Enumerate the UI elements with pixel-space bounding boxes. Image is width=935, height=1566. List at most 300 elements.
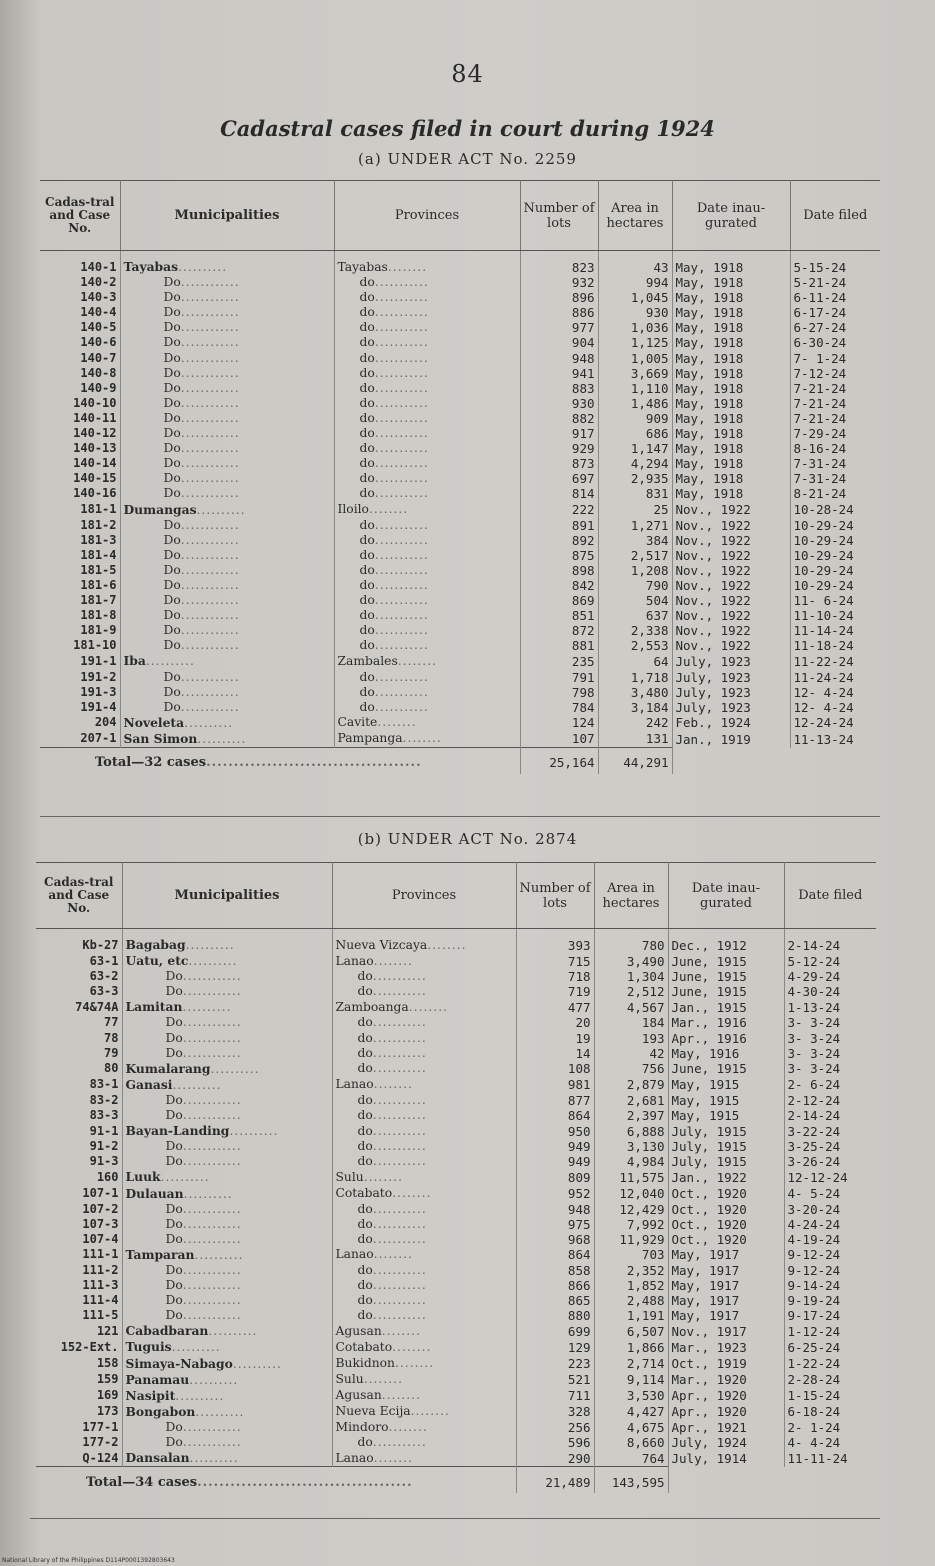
municipality: Do bbox=[163, 486, 181, 501]
section-a-table bbox=[40, 180, 880, 774]
number-of-lots: 952 bbox=[516, 1186, 594, 1202]
leader-dots: ........... bbox=[372, 1262, 427, 1277]
number-of-lots: 718 bbox=[516, 969, 594, 984]
table-row bbox=[36, 1263, 876, 1278]
area-hectares: 831 bbox=[598, 486, 672, 501]
province-cell bbox=[332, 1169, 516, 1185]
province: do bbox=[357, 969, 373, 984]
case-number: 181-1 bbox=[40, 502, 120, 518]
municipality: Do bbox=[163, 577, 181, 592]
number-of-lots: 932 bbox=[520, 275, 598, 290]
leader-dots: ........... bbox=[374, 669, 429, 684]
province: Lanao bbox=[335, 1247, 374, 1262]
municipality-cell bbox=[122, 1372, 332, 1388]
table-row bbox=[36, 1093, 876, 1108]
leader-dots: ....................................... bbox=[197, 1474, 413, 1490]
area-hectares: 1,147 bbox=[598, 441, 672, 456]
province: do bbox=[359, 562, 375, 577]
province: do bbox=[359, 517, 375, 532]
province: do bbox=[359, 684, 375, 699]
area-hectares: 1,486 bbox=[598, 396, 672, 411]
date-inaugurated: May, 1917 bbox=[668, 1293, 784, 1308]
date-filed: 2-12-24 bbox=[787, 1092, 841, 1108]
leader-dots: ........... bbox=[374, 471, 429, 486]
number-of-lots: 697 bbox=[520, 471, 598, 486]
date-inaugurated: May, 1916 bbox=[668, 1046, 784, 1061]
date-filed: 11-14-24 bbox=[793, 623, 854, 639]
date-inaugurated: Oct., 1920 bbox=[668, 1186, 784, 1202]
leader-dots: ........... bbox=[372, 1308, 427, 1323]
province: do bbox=[359, 275, 375, 290]
province: do bbox=[357, 1061, 373, 1076]
province-cell bbox=[332, 1154, 516, 1169]
province-cell bbox=[334, 563, 520, 578]
leader-dots: ........ bbox=[368, 502, 409, 516]
table-row bbox=[40, 502, 880, 518]
municipality-cell bbox=[122, 1263, 332, 1278]
date-inaugurated: May, 1917 bbox=[668, 1263, 784, 1278]
leader-dots: ........... bbox=[374, 456, 429, 471]
number-of-lots: 948 bbox=[520, 351, 598, 366]
number-of-lots: 328 bbox=[516, 1404, 594, 1420]
date-filed: 2-14-24 bbox=[787, 937, 841, 953]
date-inaugurated: July, 1915 bbox=[668, 1123, 784, 1139]
municipality: Do bbox=[163, 335, 181, 350]
municipality-cell bbox=[120, 563, 334, 578]
leader-dots: ........... bbox=[372, 1293, 427, 1308]
header-date-filed: Date filed bbox=[784, 863, 876, 929]
leader-dots: ............ bbox=[180, 426, 240, 441]
municipality-cell bbox=[122, 1077, 332, 1093]
date-filed: 9-12-24 bbox=[787, 1247, 841, 1263]
number-of-lots: 948 bbox=[516, 1202, 594, 1217]
municipality-cell bbox=[122, 1031, 332, 1046]
area-hectares: 637 bbox=[598, 608, 672, 623]
leader-dots: .......... bbox=[172, 1077, 222, 1092]
table-row bbox=[36, 1031, 876, 1046]
date-inaugurated: May, 1918 bbox=[672, 396, 790, 411]
date-inaugurated: Nov., 1922 bbox=[672, 608, 790, 623]
leader-dots: ............ bbox=[182, 1419, 242, 1434]
municipality-cell bbox=[120, 638, 334, 653]
date-filed: 11-24-24 bbox=[793, 669, 854, 685]
case-number: 181-5 bbox=[40, 563, 120, 578]
leader-dots: ............ bbox=[180, 486, 240, 501]
municipality-cell bbox=[120, 593, 334, 608]
case-number: 121 bbox=[36, 1323, 122, 1339]
province-cell bbox=[334, 320, 520, 335]
province-cell bbox=[334, 441, 520, 456]
province: do bbox=[359, 380, 375, 395]
municipality-cell bbox=[120, 335, 334, 350]
date-inaugurated: Dec., 1912 bbox=[668, 929, 784, 954]
table-row bbox=[36, 1169, 876, 1185]
case-number: 140-4 bbox=[40, 305, 120, 320]
municipality: San Simon bbox=[123, 730, 198, 746]
municipality-cell bbox=[122, 1061, 332, 1077]
number-of-lots: 949 bbox=[516, 1154, 594, 1169]
table-row bbox=[40, 320, 880, 335]
municipality: Do bbox=[165, 1139, 183, 1154]
municipality-cell bbox=[120, 578, 334, 593]
province: do bbox=[359, 395, 375, 410]
province: Mindoro bbox=[335, 1419, 389, 1434]
municipality: Do bbox=[163, 669, 181, 684]
province: Lanao bbox=[335, 1450, 374, 1465]
table-row bbox=[40, 608, 880, 623]
municipality-cell bbox=[120, 533, 334, 548]
table-row bbox=[40, 653, 880, 669]
leader-dots: ........ bbox=[392, 1339, 432, 1354]
leader-dots: ............ bbox=[182, 1139, 242, 1154]
province: Zamboanga bbox=[335, 999, 409, 1014]
area-hectares: 11,575 bbox=[594, 1169, 668, 1185]
leader-dots: ........ bbox=[377, 715, 417, 730]
municipality-cell bbox=[120, 305, 334, 320]
date-inaugurated: May, 1915 bbox=[668, 1108, 784, 1123]
leader-dots: ........... bbox=[374, 350, 429, 365]
number-of-lots: 596 bbox=[516, 1435, 594, 1450]
case-number: 158 bbox=[36, 1356, 122, 1372]
header-date-filed: Date filed bbox=[790, 181, 880, 251]
province: do bbox=[359, 456, 375, 471]
date-filed: 11-11-24 bbox=[787, 1450, 848, 1466]
section-a-heading: (a) UNDER ACT No. 2259 bbox=[358, 150, 577, 168]
province-cell bbox=[332, 1077, 516, 1093]
municipality: Do bbox=[165, 1231, 183, 1246]
case-number: 181-6 bbox=[40, 578, 120, 593]
municipality: Panamau bbox=[125, 1371, 190, 1387]
total-label: Total—34 cases bbox=[86, 1474, 198, 1490]
date-filed: 3- 3-24 bbox=[787, 1015, 841, 1031]
leader-dots: ........... bbox=[374, 532, 429, 547]
leader-dots: ........ bbox=[381, 1323, 422, 1338]
number-of-lots: 290 bbox=[516, 1450, 594, 1467]
number-of-lots: 124 bbox=[520, 715, 598, 731]
table-row bbox=[40, 426, 880, 441]
case-number: 204 bbox=[40, 715, 120, 731]
case-number: 140-16 bbox=[40, 486, 120, 501]
province: Lanao bbox=[335, 1077, 374, 1092]
leader-dots: ............ bbox=[180, 562, 240, 577]
province-cell bbox=[334, 533, 520, 548]
province: Agusan bbox=[335, 1388, 382, 1403]
date-inaugurated: May, 1918 bbox=[672, 381, 790, 396]
municipality: Tuguis bbox=[125, 1339, 172, 1355]
date-inaugurated: May, 1918 bbox=[672, 251, 790, 276]
municipality: Cabadbaran bbox=[125, 1323, 209, 1339]
case-number: 181-7 bbox=[40, 593, 120, 608]
area-hectares: 6,888 bbox=[594, 1123, 668, 1139]
header-area: Area in hectares bbox=[598, 181, 672, 251]
date-filed: 7-31-24 bbox=[793, 471, 847, 487]
leader-dots: ............ bbox=[180, 441, 240, 456]
case-number: 83-1 bbox=[36, 1077, 122, 1093]
number-of-lots: 904 bbox=[520, 335, 598, 350]
municipality: Do bbox=[165, 1435, 183, 1449]
leader-dots: ........... bbox=[374, 426, 429, 441]
case-number: 63-2 bbox=[36, 969, 122, 984]
area-hectares: 2,352 bbox=[594, 1263, 668, 1278]
date-filed: 10-29-24 bbox=[793, 517, 854, 533]
area-hectares: 1,005 bbox=[598, 351, 672, 366]
date-filed: 12-12-24 bbox=[787, 1169, 848, 1185]
province-cell bbox=[332, 1015, 516, 1030]
case-number: 140-12 bbox=[40, 426, 120, 441]
date-inaugurated: Nov., 1922 bbox=[672, 623, 790, 638]
header-case-no: Cadas-tral and Case No. bbox=[36, 863, 122, 929]
area-hectares: 764 bbox=[594, 1450, 668, 1467]
date-inaugurated: July, 1923 bbox=[672, 700, 790, 715]
municipality-cell bbox=[120, 351, 334, 366]
municipality-cell bbox=[120, 518, 334, 533]
number-of-lots: 886 bbox=[520, 305, 598, 320]
municipality-cell bbox=[122, 1186, 332, 1202]
municipality-cell bbox=[120, 411, 334, 426]
area-hectares: 2,935 bbox=[598, 471, 672, 486]
number-of-lots: 866 bbox=[516, 1278, 594, 1293]
municipality: Do bbox=[163, 305, 181, 320]
leader-dots: ........ bbox=[410, 1404, 450, 1419]
number-of-lots: 842 bbox=[520, 578, 598, 593]
leader-dots: .......... bbox=[229, 1124, 279, 1139]
table-row bbox=[40, 305, 880, 320]
province: Zambales bbox=[337, 653, 398, 668]
date-inaugurated: Apr., 1920 bbox=[668, 1404, 784, 1420]
date-inaugurated: July, 1924 bbox=[668, 1435, 784, 1450]
area-hectares: 1,304 bbox=[594, 969, 668, 984]
area-hectares: 4,984 bbox=[594, 1154, 668, 1169]
municipality-cell bbox=[120, 731, 334, 748]
area-hectares: 193 bbox=[594, 1031, 668, 1046]
province-cell bbox=[332, 1323, 516, 1339]
date-inaugurated: Oct., 1920 bbox=[668, 1217, 784, 1232]
case-number: Kb-27 bbox=[36, 929, 122, 954]
table-row bbox=[36, 1123, 876, 1139]
province: do bbox=[357, 984, 373, 999]
province: do bbox=[357, 1201, 373, 1216]
table-row bbox=[40, 700, 880, 715]
leader-dots: .......... bbox=[145, 654, 195, 669]
leader-dots: ........... bbox=[372, 1231, 427, 1246]
date-inaugurated: Jan., 1922 bbox=[668, 1169, 784, 1185]
header-date-inaugurated: Date inau-gurated bbox=[668, 863, 784, 929]
date-inaugurated: Apr., 1921 bbox=[668, 1420, 784, 1435]
case-number: 159 bbox=[36, 1372, 122, 1388]
table-row bbox=[40, 731, 880, 748]
number-of-lots: 20 bbox=[516, 1015, 594, 1030]
date-filed: 6-27-24 bbox=[793, 320, 847, 336]
case-number: 140-10 bbox=[40, 396, 120, 411]
date-inaugurated: June, 1915 bbox=[668, 953, 784, 969]
province-cell bbox=[332, 1404, 516, 1420]
number-of-lots: 898 bbox=[520, 563, 598, 578]
leader-dots: ............ bbox=[180, 410, 240, 425]
number-of-lots: 719 bbox=[516, 984, 594, 999]
date-filed: 2-28-24 bbox=[787, 1372, 841, 1388]
case-number: 111-5 bbox=[36, 1308, 122, 1323]
number-of-lots: 814 bbox=[520, 486, 598, 501]
date-filed: 4-29-24 bbox=[787, 969, 841, 985]
municipality: Do bbox=[163, 426, 181, 441]
table-row bbox=[40, 366, 880, 381]
date-filed: 6-30-24 bbox=[793, 335, 847, 351]
date-inaugurated: June, 1915 bbox=[668, 984, 784, 999]
date-inaugurated: Oct., 1920 bbox=[668, 1202, 784, 1217]
province: do bbox=[357, 1262, 373, 1277]
leader-dots: .......... bbox=[189, 1451, 239, 1466]
municipality: Do bbox=[163, 593, 181, 608]
municipality: Do bbox=[163, 456, 181, 471]
province: do bbox=[359, 365, 375, 380]
case-number: 160 bbox=[36, 1169, 122, 1185]
area-hectares: 780 bbox=[594, 929, 668, 954]
area-hectares: 1,036 bbox=[598, 320, 672, 335]
table-row bbox=[36, 1232, 876, 1247]
leader-dots: ........... bbox=[374, 623, 429, 638]
leader-dots: ............ bbox=[182, 969, 242, 984]
leader-dots: .......... bbox=[183, 1186, 233, 1201]
leader-dots: ............ bbox=[182, 1108, 242, 1123]
table-row bbox=[36, 1202, 876, 1217]
case-number: 91-3 bbox=[36, 1154, 122, 1169]
table-row bbox=[36, 1186, 876, 1202]
municipality-cell bbox=[122, 1093, 332, 1108]
province: do bbox=[359, 305, 375, 320]
date-inaugurated: May, 1918 bbox=[672, 486, 790, 501]
case-number: 140-7 bbox=[40, 351, 120, 366]
municipality: Do bbox=[163, 547, 181, 562]
number-of-lots: 711 bbox=[516, 1388, 594, 1404]
table-row bbox=[40, 441, 880, 456]
municipality: Nasipit bbox=[125, 1387, 176, 1403]
number-of-lots: 869 bbox=[520, 593, 598, 608]
date-filed: 11-13-24 bbox=[793, 731, 854, 747]
leader-dots: ........ bbox=[373, 1077, 413, 1092]
table-row bbox=[36, 1046, 876, 1061]
province-cell bbox=[334, 396, 520, 411]
case-number: 140-11 bbox=[40, 411, 120, 426]
case-number: 74&74A bbox=[36, 999, 122, 1015]
leader-dots: ........... bbox=[374, 517, 429, 532]
province-cell bbox=[332, 1356, 516, 1372]
date-filed: 10-29-24 bbox=[793, 562, 854, 578]
table-row bbox=[40, 715, 880, 731]
table-row bbox=[40, 411, 880, 426]
header-municipalities: Municipalities bbox=[122, 863, 332, 929]
municipality: Ganasi bbox=[125, 1076, 173, 1092]
province-cell bbox=[332, 1093, 516, 1108]
leader-dots: ........... bbox=[372, 1154, 427, 1169]
date-filed: 6-17-24 bbox=[793, 305, 847, 321]
leader-dots: .......... bbox=[185, 938, 235, 952]
province-cell bbox=[332, 929, 516, 954]
area-hectares: 3,490 bbox=[594, 953, 668, 969]
date-filed: 3- 3-24 bbox=[787, 1061, 841, 1077]
header-provinces: Provinces bbox=[334, 181, 520, 251]
province: Sulu bbox=[335, 1372, 364, 1387]
municipality-cell bbox=[120, 471, 334, 486]
area-hectares: 184 bbox=[594, 1015, 668, 1030]
municipality: Do bbox=[165, 984, 183, 999]
municipality-cell bbox=[120, 275, 334, 290]
case-number: 169 bbox=[36, 1388, 122, 1404]
municipality-cell bbox=[122, 1388, 332, 1404]
table-row bbox=[40, 275, 880, 290]
leader-dots: ........ bbox=[427, 937, 467, 952]
table-row bbox=[36, 1450, 876, 1467]
leader-dots: ............ bbox=[182, 1045, 242, 1060]
area-hectares: 7,992 bbox=[594, 1217, 668, 1232]
municipality-cell bbox=[120, 426, 334, 441]
case-number: 63-1 bbox=[36, 953, 122, 969]
municipality-cell bbox=[122, 1169, 332, 1185]
table-row bbox=[36, 984, 876, 999]
leader-dots: ............ bbox=[180, 275, 240, 290]
leader-dots: ........... bbox=[372, 1092, 427, 1107]
leader-dots: .......... bbox=[196, 502, 246, 517]
leader-dots: ............ bbox=[182, 984, 242, 999]
date-filed: 11-10-24 bbox=[793, 608, 854, 624]
province: do bbox=[359, 486, 375, 501]
case-number: 107-2 bbox=[36, 1202, 122, 1217]
area-hectares: 42 bbox=[594, 1046, 668, 1061]
date-inaugurated: May, 1917 bbox=[668, 1247, 784, 1263]
leader-dots: ........... bbox=[372, 1061, 427, 1076]
leader-dots: ........ bbox=[392, 1186, 432, 1200]
date-inaugurated: May, 1917 bbox=[668, 1308, 784, 1323]
table-row bbox=[36, 969, 876, 984]
number-of-lots: 930 bbox=[520, 396, 598, 411]
leader-dots: ........... bbox=[372, 1216, 427, 1231]
province-cell bbox=[334, 486, 520, 501]
municipality: Do bbox=[165, 969, 183, 984]
leader-dots: ............ bbox=[180, 290, 240, 305]
leader-dots: ............ bbox=[180, 623, 240, 638]
table-row bbox=[36, 1139, 876, 1154]
case-number: 191-4 bbox=[40, 700, 120, 715]
table-row bbox=[36, 1061, 876, 1077]
leader-dots: ........... bbox=[374, 684, 429, 699]
municipality: Do bbox=[165, 1045, 183, 1060]
leader-dots: ............ bbox=[180, 638, 240, 653]
date-inaugurated: May, 1918 bbox=[672, 441, 790, 456]
municipality: Dumangas bbox=[123, 501, 197, 517]
leader-dots: ........... bbox=[372, 1139, 427, 1154]
case-number: 191-2 bbox=[40, 670, 120, 685]
date-filed: 3-22-24 bbox=[787, 1123, 841, 1139]
leader-dots: ........... bbox=[372, 1045, 427, 1060]
number-of-lots: 864 bbox=[516, 1247, 594, 1263]
date-inaugurated: May, 1918 bbox=[672, 411, 790, 426]
number-of-lots: 256 bbox=[516, 1420, 594, 1435]
number-of-lots: 798 bbox=[520, 685, 598, 700]
province: do bbox=[357, 1108, 373, 1123]
municipality: Noveleta bbox=[123, 714, 185, 730]
date-filed: 9-12-24 bbox=[787, 1262, 841, 1278]
province: Cotabato bbox=[335, 1339, 393, 1354]
province: Cotabato bbox=[335, 1186, 393, 1200]
date-filed: 3- 3-24 bbox=[787, 1030, 841, 1046]
municipality-cell bbox=[120, 623, 334, 638]
date-inaugurated: Nov., 1922 bbox=[672, 593, 790, 608]
municipality: Dulauan bbox=[125, 1185, 184, 1201]
case-number: 152-Ext. bbox=[36, 1339, 122, 1355]
province: Nueva Ecija bbox=[335, 1404, 411, 1419]
table-row bbox=[36, 1293, 876, 1308]
number-of-lots: 851 bbox=[520, 608, 598, 623]
leader-dots: ........ bbox=[397, 653, 438, 668]
